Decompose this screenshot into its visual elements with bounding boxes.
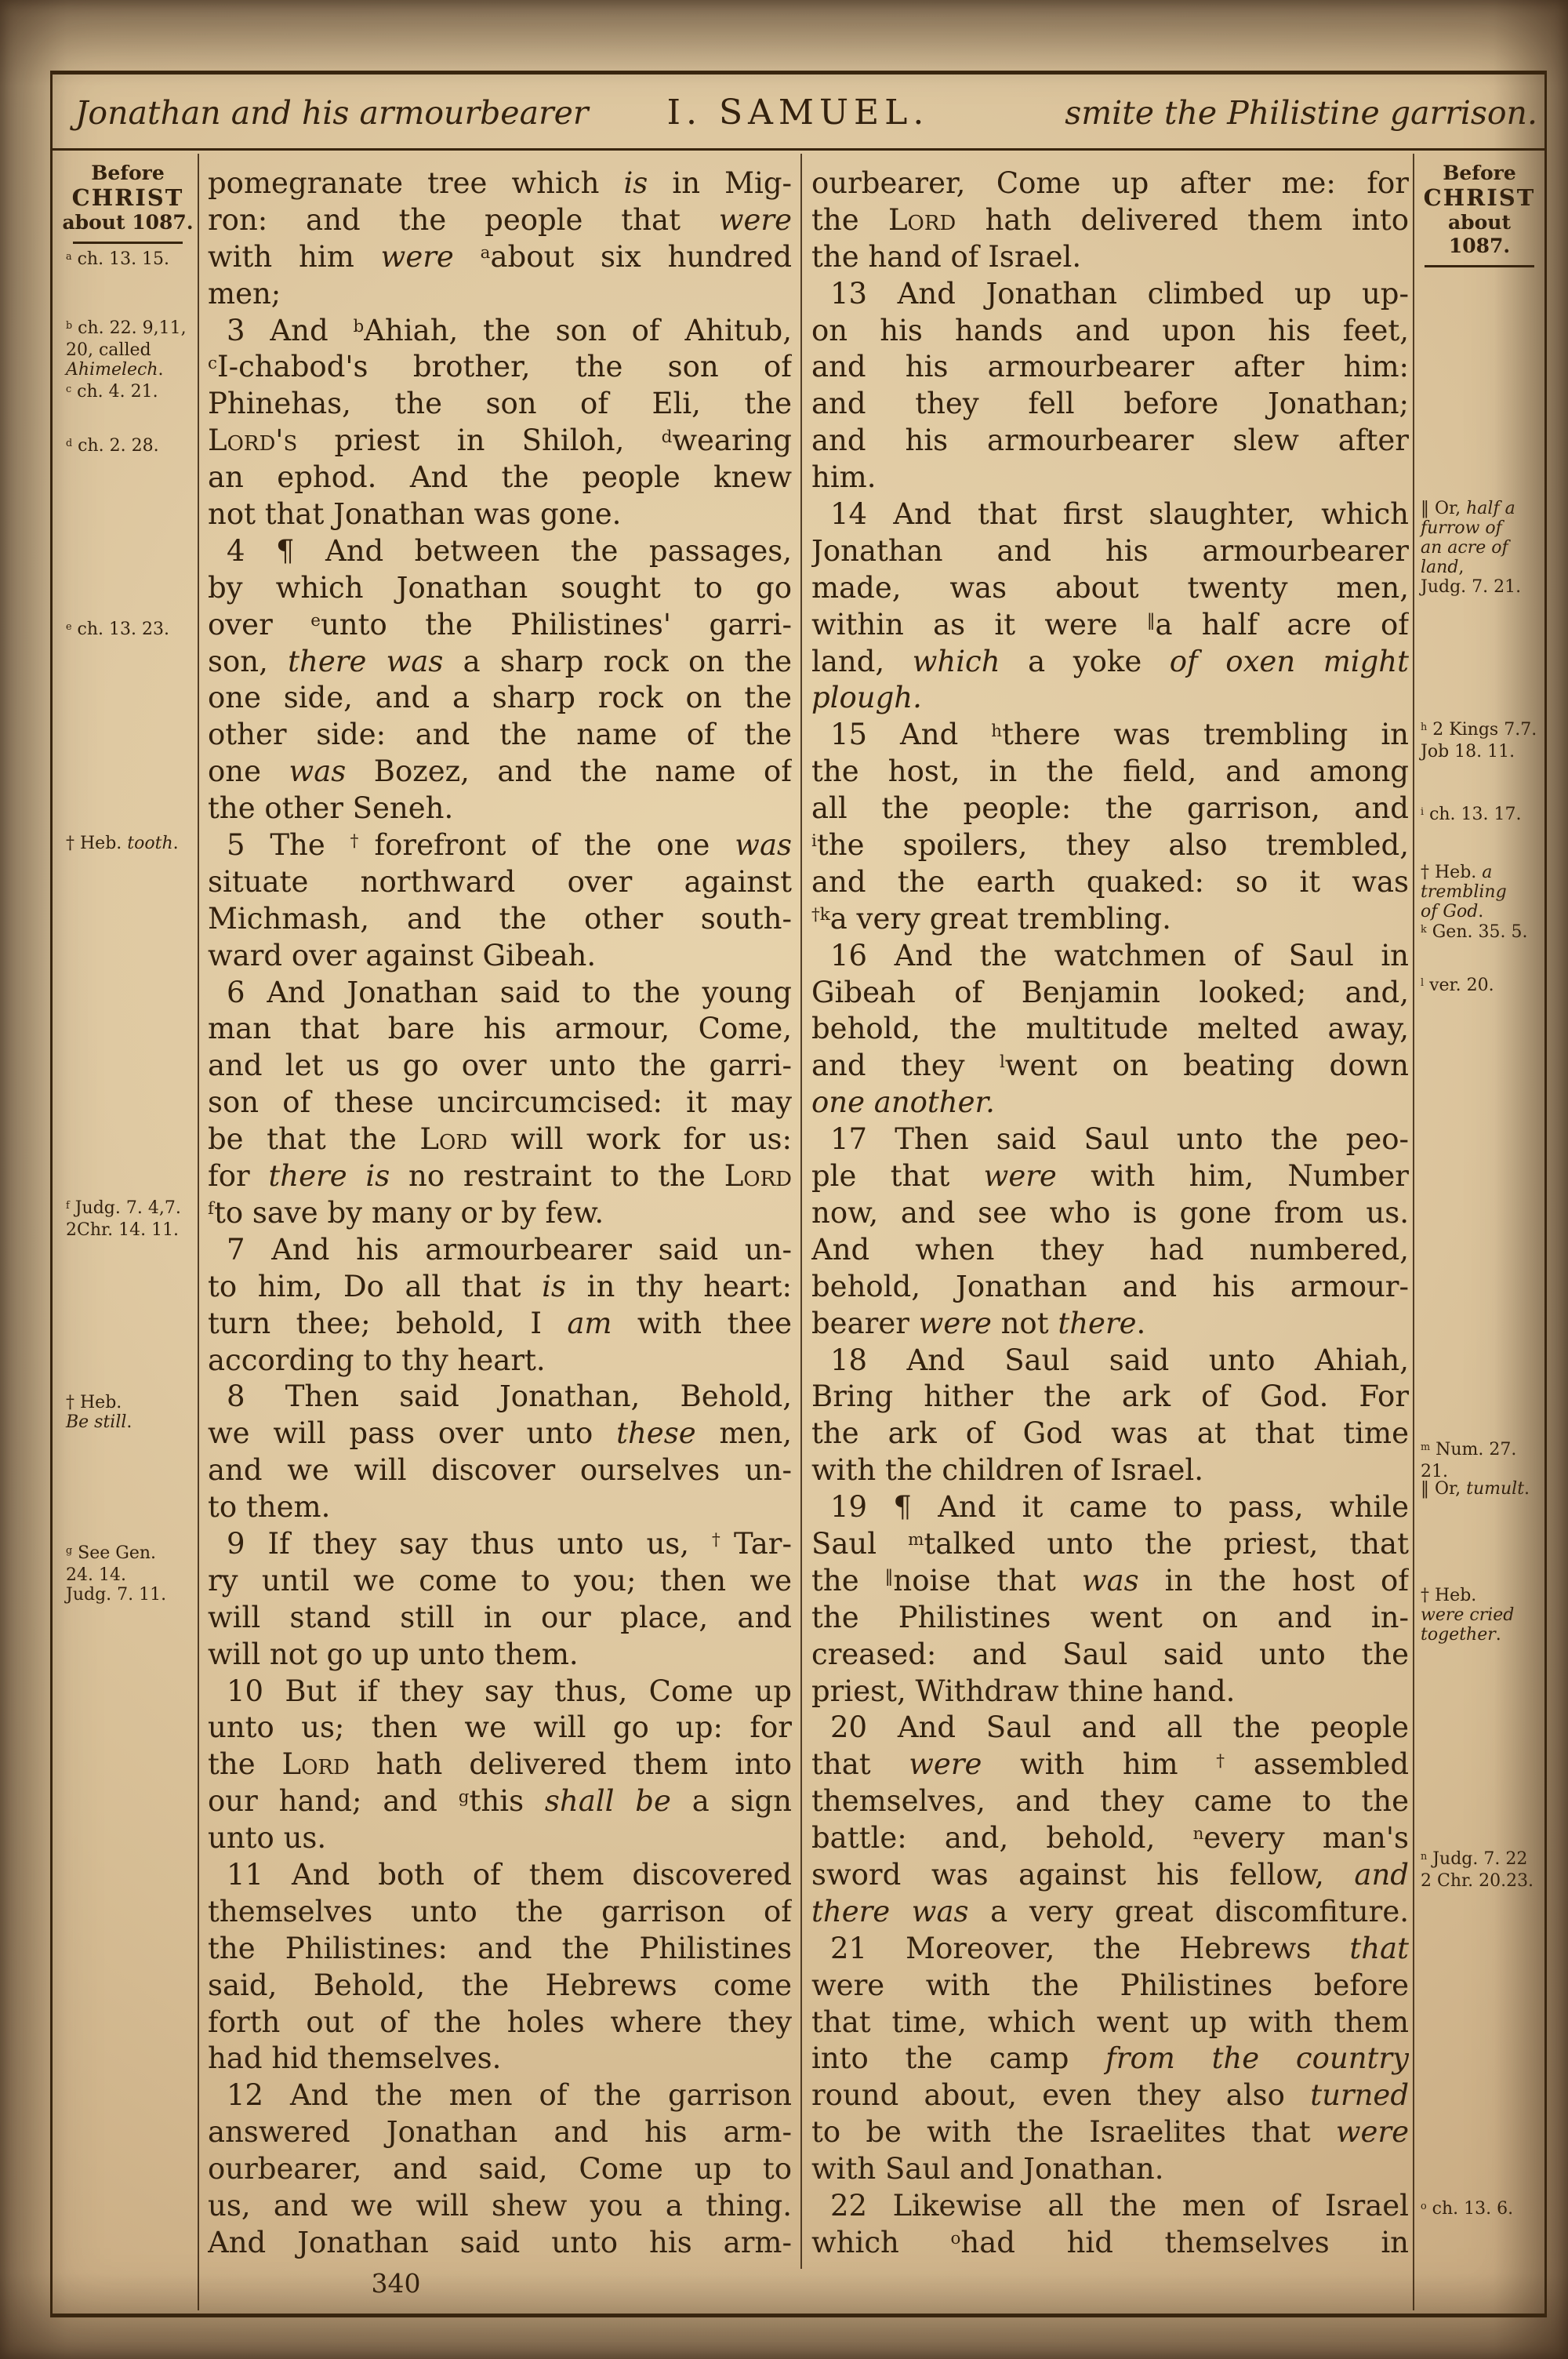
margin-note-line: $^a$ ch. 13. 15. <box>66 249 170 269</box>
text-line: the Philistines went on and in- <box>811 1600 1409 1634</box>
margin-note <box>61 1198 194 1240</box>
text-line: 11 And both of them discovered <box>227 1857 792 1892</box>
margin-note-line: were cried <box>1421 1605 1515 1625</box>
text-line: themselves unto the garrison of <box>208 1894 792 1928</box>
text-line: all the people: the garrison, and <box>811 791 1409 826</box>
text-line: $^f$to save by many or by few. <box>208 1195 604 1230</box>
text-line: plough. <box>811 681 922 715</box>
before-christ-line: about 1087. <box>62 211 194 234</box>
text-line: Saul $^m$talked unto the priest, that <box>811 1526 1409 1561</box>
text-line: Phinehas, the son of Eli, the <box>208 387 792 421</box>
text-line: were with the Philistines before <box>811 1968 1409 2002</box>
text-line: will not go up unto them. <box>208 1637 579 1671</box>
margin-note <box>1416 976 1543 998</box>
text-line: one another. <box>811 1085 995 1120</box>
text-line: battle: and, behold, $^n$every man's <box>811 1821 1409 1856</box>
before-christ-line: Before <box>1443 162 1516 184</box>
text-line: 7 And his armourbearer said un- <box>227 1232 792 1267</box>
running-head-rule <box>50 148 1547 151</box>
before-christ-line: CHRIST <box>1423 184 1536 211</box>
margin-note-line: trembling <box>1421 882 1507 902</box>
text-line: 16 And the watchmen of Saul in <box>830 938 1409 972</box>
text-line: 22 Likewise all the men of Israel <box>830 2188 1409 2223</box>
text-line: Michmash, and the other south- <box>208 901 792 936</box>
text-line: 14 And that first slaughter, which <box>830 497 1409 532</box>
margin-note-line: $^d$ ch. 2. 28. <box>66 436 159 456</box>
text-line: unto us; then we will go up: for <box>208 1710 792 1745</box>
running-head-right: smite the Philistine garrison. <box>1065 94 1537 132</box>
margin-note <box>1416 1849 1543 1891</box>
margin-note-line: ‖ Or, tumult. <box>1421 1479 1530 1499</box>
running-head <box>50 88 1547 144</box>
margin-note <box>61 620 194 642</box>
text-line: and the earth quaked: so it was <box>811 864 1409 899</box>
text-line: be that the Lord will work for us: <box>208 1122 792 1157</box>
text-line: 4 ¶ And between the passages, <box>227 533 792 568</box>
page-number: 340 <box>371 2268 421 2299</box>
text-column-left <box>208 165 792 2262</box>
text-line: said, Behold, the Hebrews come <box>208 1968 792 2002</box>
margin-note-line: $^i$ ch. 13. 17. <box>1421 805 1522 824</box>
text-line: and his armourbearer after him: <box>811 350 1409 384</box>
text-line: on his hands and upon his feet, <box>811 313 1409 347</box>
text-line: behold, the multitude melted away, <box>811 1012 1409 1046</box>
text-line: now, and see who is gone from us. <box>811 1195 1409 1230</box>
text-line: within as it were ‖a half acre of <box>811 607 1409 642</box>
margin-note-line: $^o$ ch. 13. 6. <box>1421 2199 1514 2219</box>
text-line: creased: and Saul said unto the <box>811 1637 1409 1671</box>
margin-note-line: $^e$ ch. 13. 23. <box>66 620 169 639</box>
margin-note-line: an acre of <box>1421 538 1508 558</box>
text-line: bearer were not there. <box>811 1306 1146 1340</box>
text-line: 13 And Jonathan climbed up up- <box>830 276 1409 311</box>
text-line: the host, in the field, and among <box>811 754 1409 789</box>
before-christ-rule <box>1425 265 1534 267</box>
text-line: and they fell before Jonathan; <box>811 387 1409 421</box>
left-notes-divider <box>198 154 199 2310</box>
text-line: 21 Moreover, the Hebrews that <box>830 1931 1409 1965</box>
text-line: one was Bozez, and the name of <box>208 754 792 789</box>
margin-note-line: $^b$ ch. 22. 9,11, <box>66 318 187 338</box>
before-christ-heading <box>1416 162 1543 267</box>
margin-note-line: † Heb. <box>1421 1586 1477 1605</box>
text-line: ple that were with him, Number <box>811 1159 1409 1194</box>
text-line: ry until we come to you; then we <box>208 1563 792 1598</box>
text-line: the Lord hath delivered them into <box>208 1747 792 1782</box>
margin-note <box>1416 863 1543 921</box>
text-line: priest, Withdraw thine hand. <box>811 1674 1236 1708</box>
text-line: to them. <box>208 1490 331 1525</box>
margin-note-line: furrow of <box>1421 518 1502 538</box>
text-line: pomegranate tree which is in Mig- <box>208 166 792 200</box>
margin-note <box>61 318 194 380</box>
text-line: which $^o$had hid themselves in <box>811 2225 1409 2259</box>
text-line: $^c$I-chabod's brother, the son of <box>208 350 792 384</box>
text-line: there was a very great discomfiture. <box>811 1894 1409 1928</box>
text-line: and let us go over unto the garri- <box>208 1049 792 1083</box>
margin-note-line: $^c$ ch. 4. 21. <box>66 382 158 402</box>
text-line: 15 And $^h$there was trembling in <box>830 718 1409 752</box>
text-line: 10 But if they say thus, Come up <box>227 1674 792 1708</box>
text-line: men; <box>208 276 281 311</box>
text-line: situate northward over against <box>208 864 792 899</box>
text-line: with Saul and Jonathan. <box>811 2152 1164 2186</box>
text-line: had hid themselves. <box>208 2041 502 2076</box>
text-line: forth out of the holes where they <box>208 2005 792 2039</box>
margin-note-line: 2 Chr. 20.23. <box>1421 1871 1534 1891</box>
text-line: 6 And Jonathan said to the young <box>227 975 792 1009</box>
page-border-left <box>50 71 53 2317</box>
page-border-bottom <box>50 2314 1547 2317</box>
margin-note-line: Judg. 7. 21. <box>1421 577 1522 597</box>
margin-note <box>1416 1479 1543 1499</box>
page-border-right <box>1544 71 1547 2317</box>
text-line: the hand of Israel. <box>811 239 1082 274</box>
margin-note <box>61 834 194 853</box>
before-christ-line: CHRIST <box>71 184 184 211</box>
running-head-center: I. SAMUEL. <box>666 93 930 133</box>
text-line: over $^e$unto the Philistines' garri- <box>208 607 792 642</box>
margin-note-line: $^f$ Judg. 7. 4,7. <box>66 1198 181 1218</box>
text-line: ron: and the people that were <box>208 202 792 237</box>
text-line: $^{\dagger k}$a very great trembling. <box>811 901 1171 936</box>
text-line: an ephod. And the people knew <box>208 460 792 495</box>
text-line: to him, Do all that is in thy heart: <box>208 1269 792 1303</box>
text-column-right <box>811 165 1409 2262</box>
text-line: 17 Then said Saul unto the peo- <box>830 1122 1409 1157</box>
text-line: 9 If they say thus unto us, †Tar- <box>227 1526 792 1561</box>
text-line: and they $^l$went on beating down <box>811 1049 1409 1083</box>
text-line: that time, which went up with them <box>811 2005 1409 2039</box>
text-line: turn thee; behold, I am with thee <box>208 1306 792 1340</box>
text-line: son of these uncircumcised: it may <box>208 1085 792 1120</box>
text-line: us, and we will shew you a thing. <box>208 2188 792 2223</box>
text-line: And Jonathan said unto his arm- <box>208 2225 792 2259</box>
text-line: son, there was a sharp rock on the <box>208 644 792 678</box>
margin-note-line: $^l$ ver. 20. <box>1421 976 1494 995</box>
before-christ-heading <box>61 162 194 244</box>
text-line: 8 Then said Jonathan, Behold, <box>227 1379 792 1414</box>
page-border-top <box>50 71 1547 75</box>
before-christ-line: Before <box>91 162 165 184</box>
center-column-divider <box>800 154 802 2269</box>
margin-note <box>1416 720 1543 761</box>
text-line: the Philistines: and the Philistines <box>208 1931 792 1965</box>
text-line: the ark of God was at that time <box>811 1416 1409 1451</box>
margin-note-line: Judg. 7. 11. <box>66 1585 167 1605</box>
text-line: behold, Jonathan and his armour- <box>811 1269 1409 1303</box>
text-line: sword was against his fellow, and <box>811 1857 1409 1892</box>
text-line: ward over against Gibeah. <box>208 938 597 972</box>
text-line: with him were $^a$about six hundred <box>208 239 792 274</box>
text-line: $^i$the spoilers, they also trembled, <box>811 828 1409 863</box>
text-line: round about, even they also turned <box>811 2078 1409 2113</box>
margin-note <box>1416 1586 1543 1645</box>
margin-notes-right <box>1416 0 1543 2359</box>
text-line: Jonathan and his armourbearer <box>811 533 1409 568</box>
text-line: will stand still in our place, and <box>208 1600 792 1634</box>
running-head-left: Jonathan and his armourbearer <box>75 94 589 132</box>
text-line: with the children of Israel. <box>811 1453 1203 1488</box>
text-line: 19 ¶ And it came to pass, while <box>830 1490 1409 1525</box>
text-line: 12 And the men of the garrison <box>227 2078 792 2113</box>
text-line: themselves, and they came to the <box>811 1784 1409 1819</box>
margin-note <box>1416 922 1543 944</box>
text-line: 5 The †forefront of the one was <box>227 828 792 863</box>
text-line: 3 And $^b$Ahiah, the son of Ahitub, <box>227 313 792 347</box>
text-line: ourbearer, and said, Come up to <box>208 2152 792 2186</box>
margin-notes-left <box>61 0 194 2359</box>
margin-note <box>61 1543 194 1605</box>
text-line: into the camp from the country <box>811 2041 1409 2076</box>
text-line: other side: and the name of the <box>208 718 792 752</box>
margin-note-line: $^g$ See Gen. <box>66 1543 157 1563</box>
margin-note-line: † Heb. tooth. <box>66 834 179 853</box>
text-line: 18 And Saul said unto Ahiah, <box>830 1343 1409 1377</box>
text-line: Lord's priest in Shiloh, $^d$wearing <box>208 423 792 458</box>
text-line: one side, and a sharp rock on the <box>208 681 792 715</box>
margin-note-line: Job 18. 11. <box>1421 742 1515 761</box>
margin-note <box>1416 499 1543 597</box>
margin-note-line: 20, called <box>66 340 151 360</box>
text-line: land, which a yoke of oxen might <box>811 644 1409 678</box>
margin-note <box>1416 1440 1543 1481</box>
text-line: Bring hither the ark of God. For <box>811 1379 1409 1414</box>
before-christ-rule <box>73 242 183 244</box>
text-line: And when they had numbered, <box>811 1232 1409 1267</box>
text-line: ourbearer, Come up after me: for <box>811 166 1409 200</box>
margin-note-line: together. <box>1421 1625 1501 1645</box>
margin-note <box>1416 2199 1543 2221</box>
margin-note-line: † Heb. <box>66 1393 122 1412</box>
text-line: to be with the Israelites that were <box>811 2115 1409 2150</box>
text-line: and his armourbearer slew after <box>811 423 1409 458</box>
margin-note <box>1416 805 1543 827</box>
margin-note-line: $^n$ Judg. 7. 22 <box>1421 1849 1528 1869</box>
margin-note-line: Be still. <box>66 1412 132 1432</box>
margin-note-line: $^k$ Gen. 35. 5. <box>1421 922 1528 942</box>
right-notes-divider <box>1413 154 1414 2310</box>
text-line: 20 And Saul and all the people <box>830 1710 1409 1745</box>
margin-note-line: 24. 14. <box>66 1565 126 1585</box>
margin-note-line: ‖ Or, half a <box>1421 499 1515 518</box>
margin-note-line: † Heb. a <box>1421 863 1493 882</box>
margin-note <box>61 382 194 404</box>
text-line: the ‖noise that was in the host of <box>811 1563 1409 1598</box>
text-line: our hand; and $^g$this shall be a sign <box>208 1784 792 1819</box>
text-line: him. <box>811 460 877 495</box>
text-line: the other Seneh. <box>208 791 454 826</box>
before-christ-line: about 1087. <box>1447 211 1512 257</box>
margin-note <box>61 249 194 271</box>
margin-note-line: of God. <box>1421 902 1484 921</box>
text-line: by which Jonathan sought to go <box>208 570 792 605</box>
margin-note-line: land, <box>1421 558 1465 577</box>
text-line: and we will discover ourselves un- <box>208 1453 792 1488</box>
margin-note-line: Ahimelech. <box>66 360 164 380</box>
text-line: that were with him †assembled <box>811 1747 1409 1782</box>
text-line: according to thy heart. <box>208 1343 546 1377</box>
text-line: unto us. <box>208 1821 327 1856</box>
text-line: answered Jonathan and his arm- <box>208 2115 792 2150</box>
text-line: Gibeah of Benjamin looked; and, <box>811 975 1409 1009</box>
text-line: not that Jonathan was gone. <box>208 497 622 532</box>
text-line: for there is no restraint to the Lord <box>208 1159 792 1194</box>
text-line: man that bare his armour, Come, <box>208 1012 792 1046</box>
text-line: the Lord hath delivered them into <box>811 202 1409 237</box>
margin-note <box>61 1393 194 1432</box>
margin-note-line: $^h$ 2 Kings 7.7. <box>1421 720 1537 740</box>
margin-note-line: 2Chr. 14. 11. <box>66 1220 180 1240</box>
text-line: we will pass over unto these men, <box>208 1416 792 1451</box>
text-line: made, was about twenty men, <box>811 570 1409 605</box>
margin-note <box>61 436 194 458</box>
margin-note-line: 21. <box>1421 1462 1448 1481</box>
margin-note-line: $^m$ Num. 27. <box>1421 1440 1517 1459</box>
